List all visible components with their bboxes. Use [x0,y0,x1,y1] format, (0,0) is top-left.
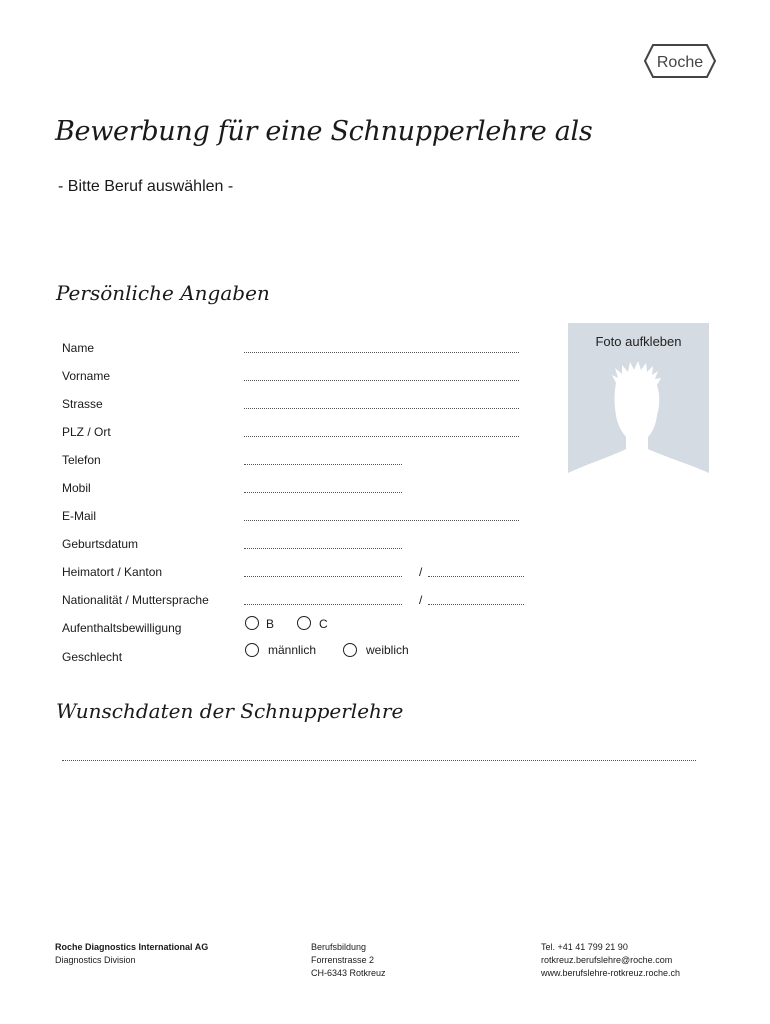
photo-placeholder[interactable] [568,323,709,483]
label-email: E-Mail [62,509,97,523]
photo-label: Foto aufkleben [595,334,682,349]
label-heimatort: Heimatort / Kanton [62,565,163,579]
geburtsdatum-field[interactable] [244,548,402,549]
strasse-field[interactable] [244,408,519,409]
radio-permit-b[interactable] [245,616,259,630]
vorname-field[interactable] [244,380,519,381]
footer-street: Forrenstrasse 2 [311,955,375,965]
label-geburtsdatum: Geburtsdatum [62,537,139,551]
label-strasse: Strasse [62,397,103,411]
label-name: Name [62,341,95,355]
footer-company [55,941,208,967]
wunschdaten-field[interactable] [62,760,696,761]
email-field[interactable] [244,520,519,521]
label-nationalitaet: Nationalität / Muttersprache [62,593,209,607]
label-plz-ort: PLZ / Ort [62,425,111,439]
job-select[interactable]: - Bitte Beruf auswählen - [58,178,234,195]
footer-phone: Tel. +41 41 799 21 90 [541,942,628,952]
footer-company-name: Roche Diagnostics International AG [55,942,209,952]
radio-gender-male-label: männlich [268,643,317,657]
radio-permit-c-label: C [319,617,328,631]
plz-ort-field[interactable] [244,436,519,437]
footer-address [311,941,386,980]
heimatort-field[interactable] [244,576,402,577]
label-mobil: Mobil [62,481,91,495]
footer-web[interactable]: www.berufslehre-rotkreuz.roche.ch [541,968,681,978]
footer-dept: Berufsbildung [311,942,367,952]
mobil-field[interactable] [244,492,402,493]
footer-division: Diagnostics Division [55,955,136,965]
nationalitaet-field[interactable] [244,604,402,605]
name-field[interactable] [244,352,519,353]
footer-email[interactable]: rotkreuz.berufslehre@roche.com [541,955,673,965]
label-geschlecht: Geschlecht [62,650,123,664]
slash-separator: / [419,565,423,579]
roche-logo [643,43,717,79]
radio-gender-male[interactable] [245,643,259,657]
radio-gender-female-label: weiblich [366,643,409,657]
person-silhouette-icon [568,323,709,483]
kanton-field[interactable] [428,576,524,577]
logo-text: Roche [656,54,704,71]
page-title: Bewerbung für eine Schnupperlehre als [55,116,593,147]
label-vorname: Vorname [62,369,111,383]
radio-permit-b-label: B [266,617,275,631]
section-title-personal: Persönliche Angaben [56,281,270,305]
label-telefon: Telefon [62,453,101,467]
muttersprache-field[interactable] [428,604,524,605]
section-title-wunsch: Wunschdaten der Schnupperlehre [56,699,404,723]
footer-city: CH-6343 Rotkreuz [311,968,386,978]
radio-gender-female[interactable] [343,643,357,657]
slash-separator: / [419,593,423,607]
label-aufenthalt: Aufenthaltsbewilligung [62,621,182,635]
radio-permit-c[interactable] [297,616,311,630]
footer-contact [541,941,680,980]
telefon-field[interactable] [244,464,402,465]
